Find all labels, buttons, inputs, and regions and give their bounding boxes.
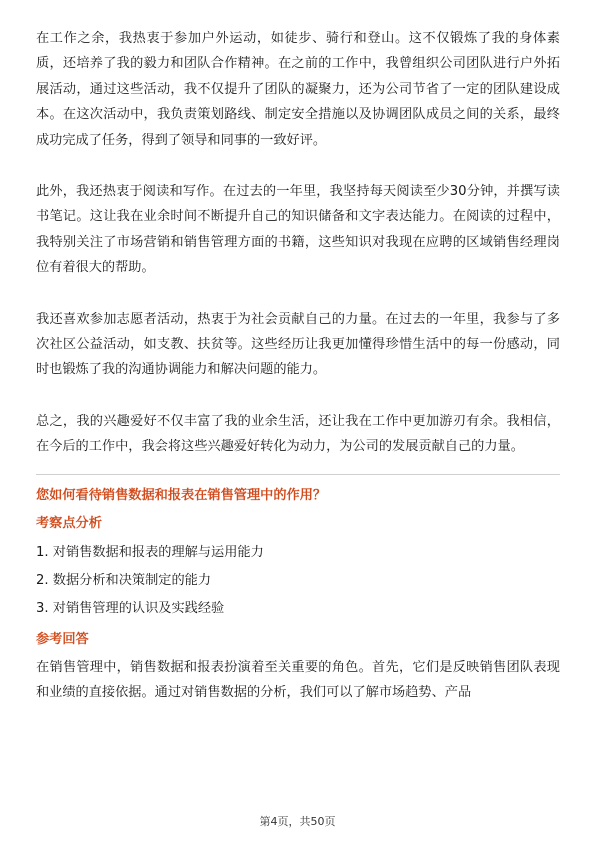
paragraph-outdoor-sports: 在工作之余，我热衷于参加户外运动，如徒步、骑行和登山。这不仅锻炼了我的身体素质，还培养了我的毅力和团队合作精神。在之前的工作中，我曾组织公司团队进行户外拓展活动，通过这些活动，我不仅提升了团队的凝聚力，还为公司节省了一定的团队建设成本。在这次活动中，我负责策划路线、制定安全措施以及协调团队成员之间的关系，最终成功完成了任务，得到了领导和同事的一致好评。 (36, 31, 560, 148)
answer-text: 在销售管理中，销售数据和报表扮演着至关重要的角色。首先，它们是反映销售团队表现和业绩的直接依据。通过对销售数据的分析，我们可以了解市场趋势、产品 (36, 659, 560, 701)
paragraph-reading-writing: 此外，我还热衷于阅读和写作。在过去的一年里，我坚持每天阅读至少30分钟，并撰写读书笔记。这让我在业余时间不断提升自己的知识储备和文字表达能力。在阅读的过程中，我特别关注了市场营销和销售管理方面的书籍，这些知识对我现在应聘的区域销售经理岗位有着很大的帮助。 (36, 184, 560, 276)
answer-heading: 参考回答 (36, 631, 89, 647)
page-footer: 第4页，共50页 (259, 815, 336, 828)
analysis-point: 2. 数据分析和决策制定的能力 (36, 572, 212, 588)
analysis-points (36, 539, 560, 623)
analysis-heading: 考察点分析 (36, 515, 102, 531)
section-divider (36, 474, 560, 475)
analysis-point: 1. 对销售数据和报表的理解与运用能力 (36, 544, 264, 560)
analysis-point: 3. 对销售管理的认识及实践经验 (36, 600, 225, 616)
interview-question: 您如何看待销售数据和报表在销售管理中的作用？ (36, 487, 327, 503)
document-body (36, 26, 560, 706)
paragraph-volunteering: 我还喜欢参加志愿者活动，热衷于为社会贡献自己的力量。在过去的一年里，我参与了多次社区公益活动，如支教、扶贫等。这些经历让我更加懂得珍惜生活中的每一份感动，同时也锻炼了我的沟通协调能力和解决问题的能力。 (36, 311, 560, 378)
paragraph-summary: 总之，我的兴趣爱好不仅丰富了我的业余生活，还让我在工作中更加游刃有余。我相信，在今后的工作中，我会将这些兴趣爱好转化为动力，为公司的发展贡献自己的力量。 (36, 413, 560, 455)
